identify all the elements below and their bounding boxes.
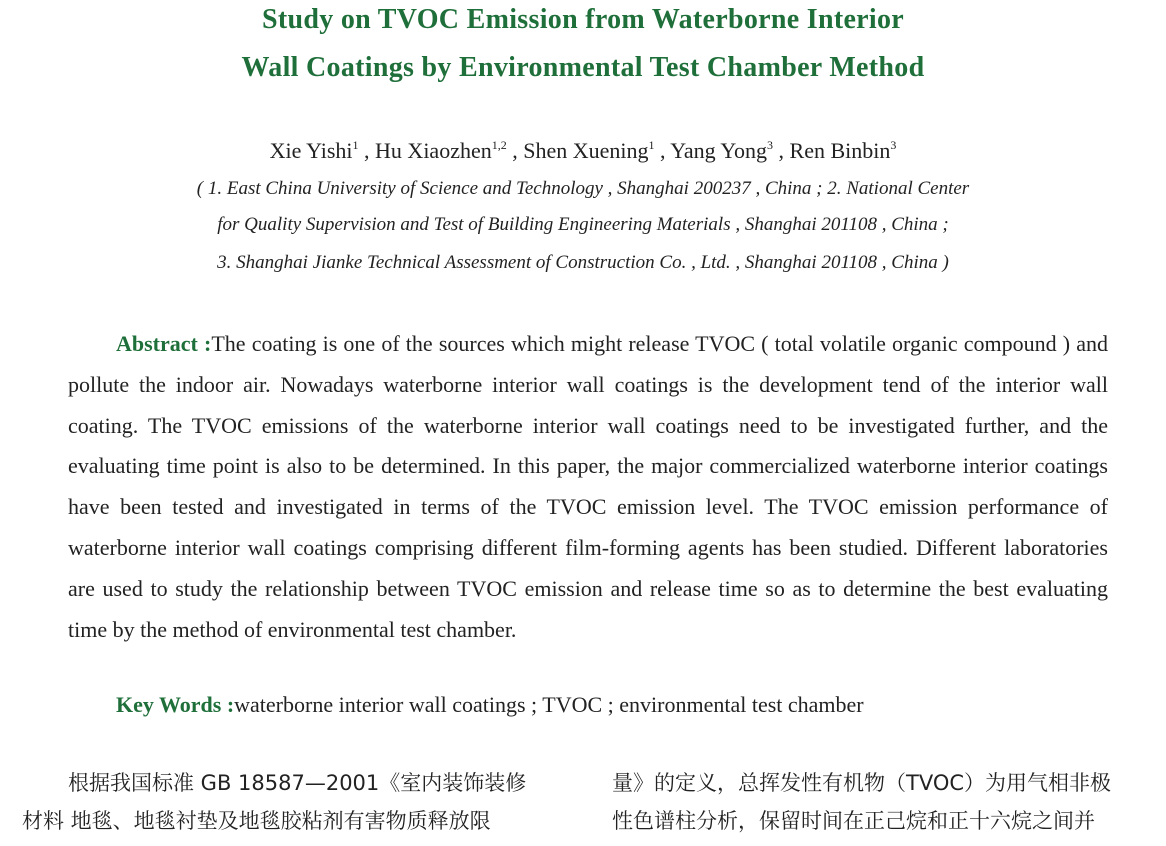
keywords <box>116 692 1106 718</box>
paper-title-line-2: Wall Coatings by Environmental Test Chamber Method <box>241 52 925 83</box>
body-column-right <box>612 764 1111 840</box>
body-column-left <box>22 764 526 840</box>
author-affiliation-mark: 1 <box>352 138 359 152</box>
abstract-text: The coating is one of the sources which might release TVOC ( total volatile organic compound ) and pollute the indoor air. Nowadays waterborne interior wall coatings is the development tend of the interior wall coating. The TVOC emissions of the waterborne interior wall coatings need to be investigated further, and the evaluating time point is also to be determined. In this paper, the major commercialized waterborne interior coatings have been tested and investigated in terms of the TVOC emission level. The TVOC emission performance of waterborne interior wall coatings comprising different film-forming agents has been studied. Different laboratories are used to study the relationship between TVOC emission and release time so as to determine the best evaluating time by the method of environmental test chamber. <box>68 331 1108 642</box>
author: Yang Yong$^3$ <box>670 138 774 163</box>
affiliation-line-2: for Quality Supervision and Test of Building Engineering Materials , Shanghai 201108 , China ; <box>217 214 949 235</box>
affiliation-line-1: ( 1. East China University of Science and Technology , Shanghai 200237 , China ; 2. National Center <box>196 178 970 199</box>
author: Shen Xuening$^1$ <box>523 138 655 163</box>
author-affiliation-mark: 3 <box>767 138 774 152</box>
body-line: 根据我国标准 GB 18587—2001《室内装饰装修 <box>68 771 527 795</box>
author-affiliation-mark: 1,2 <box>491 138 507 152</box>
body-line: 材料 地毯、地毯衬垫及地毯胶粘剂有害物质释放限 <box>22 809 491 833</box>
author-list: Xie Yishi$^1$ , Hu Xiaozhen$^{1,2}$ , Shen Xuening$^1$ , Yang Yong$^3$ , Ren Binbin$^3$ <box>269 138 897 163</box>
abstract-label: Abstract : <box>116 331 212 356</box>
keywords-text: waterborne interior wall coatings ; TVOC ; environmental test chamber <box>234 692 864 717</box>
keywords-label: Key Words : <box>116 692 235 717</box>
author-affiliation-mark: 1 <box>648 138 655 152</box>
body-line: 量》的定义，总挥发性有机物（TVOC）为用气相非极 <box>612 771 1112 795</box>
body-line: 性色谱柱分析，保留时间在正己烷和正十六烷之间并 <box>612 809 1095 833</box>
author: Xie Yishi$^1$ <box>269 138 359 163</box>
affiliation-line-3: 3. Shanghai Jianke Technical Assessment of Construction Co. , Ltd. , Shanghai 201108 , China ) <box>217 252 949 273</box>
author: Hu Xiaozhen$^{1,2}$ <box>375 138 507 163</box>
author: Ren Binbin$^3$ <box>789 138 897 163</box>
author-affiliation-mark: 3 <box>890 138 897 152</box>
paper-title-line-1: Study on TVOC Emission from Waterborne Interior <box>261 4 905 35</box>
abstract <box>68 324 1108 650</box>
